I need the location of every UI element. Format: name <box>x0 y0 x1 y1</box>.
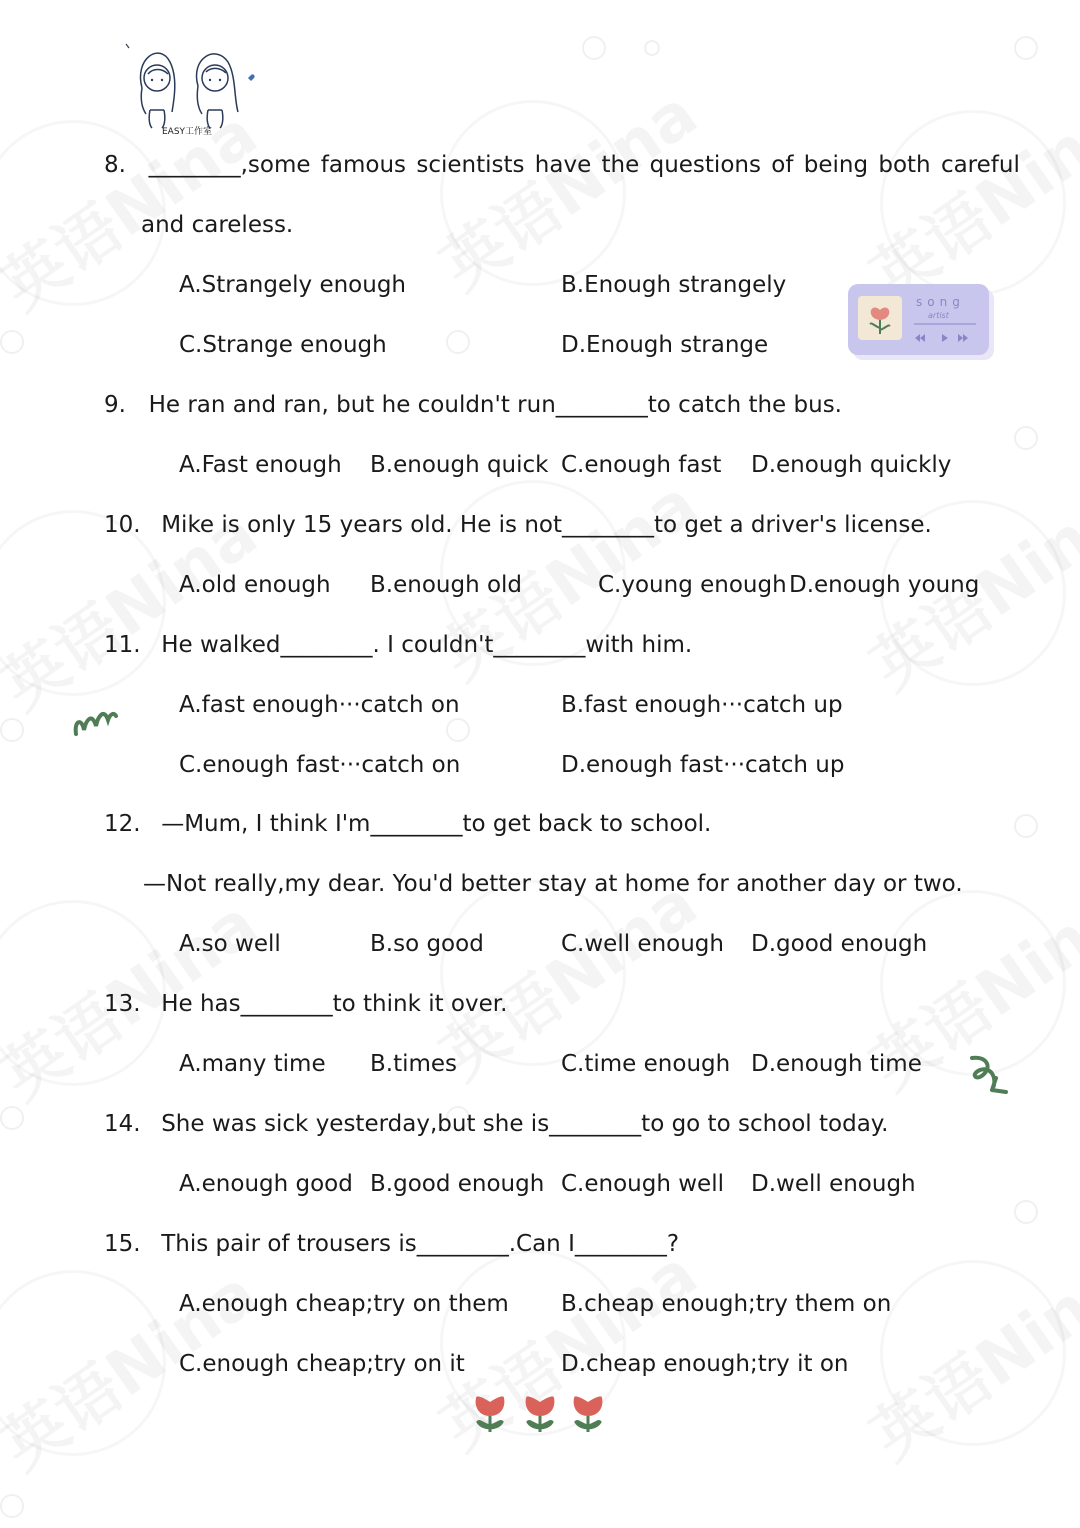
question-number: 8. <box>104 152 126 178</box>
option-d: D.good enough <box>751 931 928 957</box>
option-c: C.time enough <box>561 1051 731 1077</box>
squiggle-icon <box>70 700 120 742</box>
option-b: B.Enough strangely <box>561 272 787 298</box>
option-c: C.Strange enough <box>179 332 387 358</box>
girls-logo-icon <box>120 38 260 138</box>
option-d: D.Enough strange <box>561 332 769 358</box>
question-number: 12. <box>104 811 141 837</box>
option-a: A.Fast enough <box>179 452 342 478</box>
option-c: C.enough fast <box>561 452 722 478</box>
question-8-line-1 <box>104 152 1020 178</box>
player-song-label: song <box>916 295 965 309</box>
question-13-stem <box>104 991 507 1017</box>
question-stem: Mike is only 15 years old. He is not________to get a driver's license. <box>161 512 932 538</box>
question-number: 14. <box>104 1111 141 1137</box>
watermark-text <box>850 75 1080 318</box>
option-b: B.so good <box>370 931 484 957</box>
question-8-line-2: and careless. <box>141 212 294 238</box>
question-stem: ________,some famous scientists have the questions of being both careful <box>148 152 1020 178</box>
option-d: D.enough quickly <box>751 452 952 478</box>
option-c: C.enough cheap;try on it <box>179 1351 465 1377</box>
option-b: B.fast enough···catch up <box>561 692 843 718</box>
option-d: D.cheap enough;try it on <box>561 1351 849 1377</box>
option-a: A.enough good <box>179 1171 353 1197</box>
question-11-stem <box>104 632 692 658</box>
player-artist-label: artist <box>928 311 949 320</box>
option-d: D.enough time <box>751 1051 922 1077</box>
tulips-icon <box>470 1392 610 1438</box>
watermark-text <box>850 1235 1080 1478</box>
option-a: A.Strangely enough <box>179 272 407 298</box>
option-a: A.many time <box>179 1051 326 1077</box>
question-12-reply: —Not really,my dear. You'd better stay at home for another day or two. <box>143 871 963 897</box>
option-c: C.well enough <box>561 931 724 957</box>
question-number: 15. <box>104 1231 141 1257</box>
question-number: 10. <box>104 512 141 538</box>
option-a: A.enough cheap;try on them <box>179 1291 509 1317</box>
question-stem: —Mum, I think I'm________to get back to school. <box>161 811 712 837</box>
option-b: B.good enough <box>370 1171 545 1197</box>
option-b: B.enough quick <box>370 452 549 478</box>
question-stem: She was sick yesterday,but she is________to go to school today. <box>161 1111 889 1137</box>
question-stem: He ran and ran, but he couldn't run________to catch the bus. <box>148 392 842 418</box>
option-a: A.so well <box>179 931 281 957</box>
swirl-arrow-icon <box>962 1050 1018 1102</box>
option-b: B.cheap enough;try them on <box>561 1291 892 1317</box>
question-15-stem <box>104 1231 679 1257</box>
option-b: B.times <box>370 1051 458 1077</box>
option-c: C.enough fast···catch on <box>179 752 461 778</box>
option-a: A.fast enough···catch on <box>179 692 460 718</box>
question-10-stem <box>104 512 932 538</box>
music-player-icon <box>848 284 994 360</box>
question-stem: He has________to think it over. <box>161 991 508 1017</box>
option-c: C.young enough <box>598 572 787 598</box>
logo-caption: EASY工作室 <box>162 127 213 137</box>
question-stem: This pair of trousers is________.Can I________? <box>161 1231 680 1257</box>
option-d: D.well enough <box>751 1171 916 1197</box>
option-b: B.enough old <box>370 572 523 598</box>
question-stem: He walked________. I couldn't________with him. <box>161 632 693 658</box>
question-number: 9. <box>104 392 126 418</box>
question-9-stem <box>104 392 842 418</box>
question-number: 13. <box>104 991 141 1017</box>
question-14-stem <box>104 1111 888 1137</box>
question-number: 11. <box>104 632 141 658</box>
option-c: C.enough well <box>561 1171 724 1197</box>
option-a: A.old enough <box>179 572 331 598</box>
option-d: D.enough young <box>789 572 980 598</box>
option-d: D.enough fast···catch up <box>561 752 845 778</box>
question-12-stem <box>104 811 711 837</box>
